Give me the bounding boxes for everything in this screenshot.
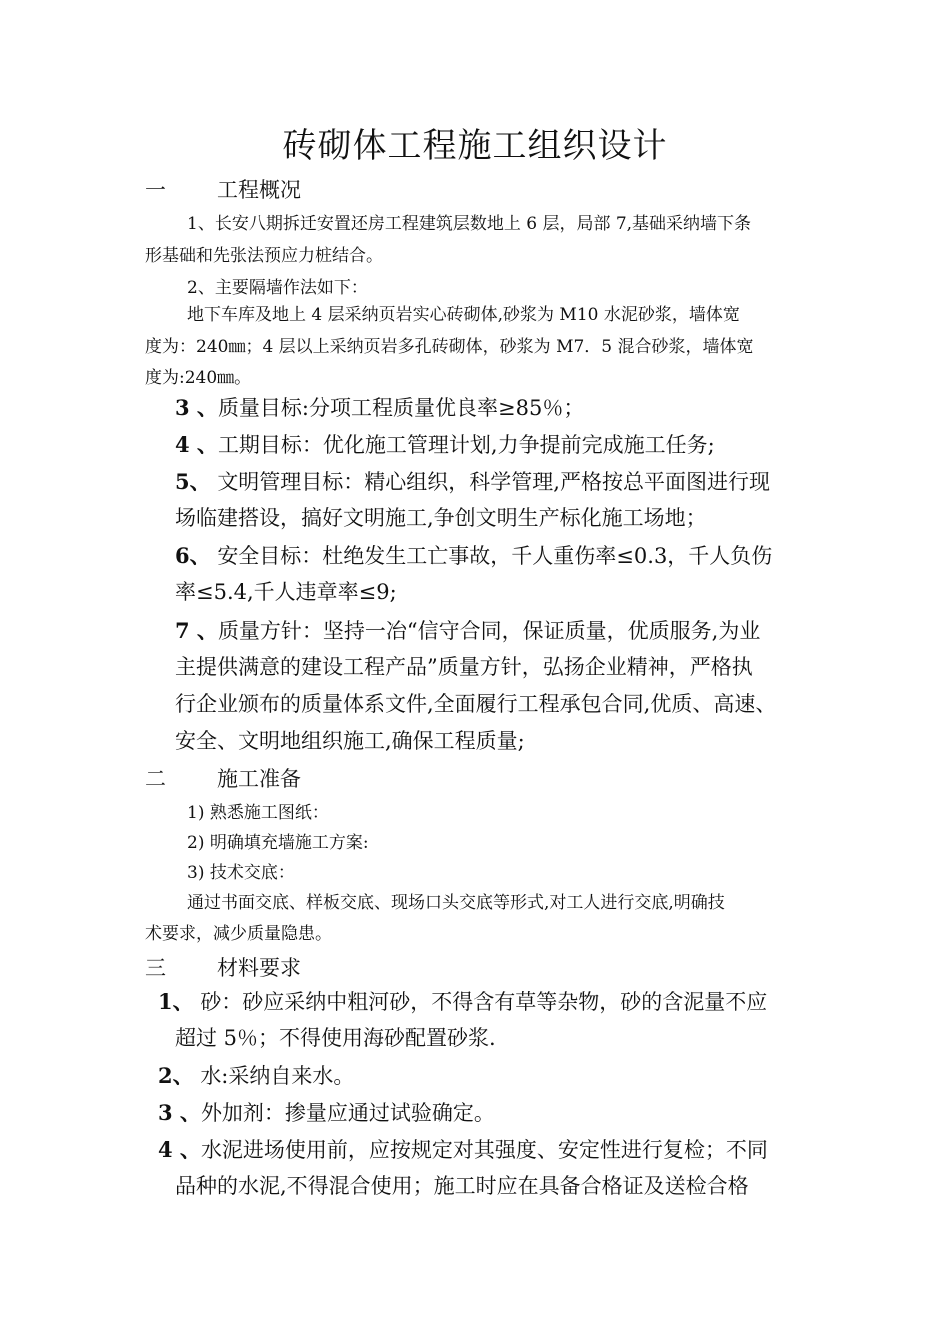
overview-paragraph-3-line-3: 度为:240㎜。: [145, 368, 252, 388]
list-item-number: 5、: [175, 469, 211, 494]
list-item-number: 3 、: [175, 395, 218, 420]
section-label: 工程概况: [217, 178, 301, 202]
overview-paragraph-3-line-2: 度为：240㎜；4 层以上采纳页岩多孔砖砌体，砂浆为 M7．5 混合砂浆，墙体宽: [145, 337, 754, 357]
list-item-text: 外加剂：掺量应通过试验确定。: [200, 1101, 495, 1125]
document-title: 砖砌体工程施工组织设计: [282, 126, 668, 166]
list-item-text: 水泥进场使用前，应按规定对其强度、安定性进行复检；不同: [200, 1138, 768, 1162]
list-item-number: 2、: [158, 1063, 194, 1088]
section-number: 一: [145, 178, 166, 202]
material-item-water: [158, 1057, 354, 1095]
list-item-schedule-goal: [175, 426, 715, 464]
list-item-number: 4 、: [175, 432, 218, 457]
overview-paragraph-3-line-1: 地下车库及地上 4 层采纳页岩实心砖砌体,砂浆为 M10 水泥砂浆，墙体宽: [187, 305, 740, 325]
list-item-quality-policy-cont-1: 主提供满意的建设工程产品”质量方针，弘扬企业精神，严格执: [175, 655, 753, 679]
list-item-safety-goal-cont: 率≤5.4,千人违章率≤9;: [175, 580, 397, 604]
overview-paragraph-2: 2、主要隔墙作法如下：: [187, 278, 368, 298]
material-item-admixture: [158, 1094, 495, 1132]
list-item-number: 7 、: [175, 618, 218, 643]
section-heading-overview: [145, 174, 301, 204]
list-item-text: 水:采纳自来水。: [200, 1064, 355, 1088]
prep-paragraph-line-2: 术要求，减少质量隐患。: [145, 924, 332, 944]
material-item-sand: [158, 983, 767, 1021]
list-item-number: 6、: [175, 543, 211, 568]
list-item-text: 质量方针：坚持一冶“信守合同，保证质量，优质服务,为业: [217, 619, 761, 643]
section-heading-materials: [145, 952, 301, 982]
list-item-text: 砂：砂应采纳中粗河砂，不得含有草等杂物，砂的含泥量不应: [200, 990, 768, 1014]
list-item-number: 1、: [158, 989, 194, 1014]
prep-item-2: 2) 明确填充墙施工方案:: [187, 833, 369, 853]
overview-paragraph-1-line-2: 形基础和先张法预应力桩结合。: [145, 246, 383, 266]
section-number: 二: [145, 767, 166, 791]
list-item-civilized-goal: [175, 463, 770, 501]
list-item-number: 3 、: [158, 1100, 201, 1125]
list-item-text: 工期目标：优化施工管理计划,力争提前完成施工任务;: [217, 433, 715, 457]
list-item-text: 质量目标:分项工程质量优良率≥85％；: [217, 396, 585, 420]
section-heading-preparation: [145, 763, 301, 793]
section-label: 材料要求: [217, 956, 301, 980]
list-item-text: 安全目标：杜绝发生工亡事故，千人重伤率≤0.3，千人负伤: [217, 544, 773, 568]
list-item-civilized-goal-cont: 场临建搭设，搞好文明施工,争创文明生产标化施工场地；: [175, 506, 707, 530]
list-item-number: 4 、: [158, 1137, 201, 1162]
section-label: 施工准备: [217, 767, 301, 791]
overview-paragraph-1-line-1: 1、长安八期拆迁安置还房工程建筑层数地上 6 层，局部 7,基础采纳墙下条: [187, 214, 752, 234]
material-item-sand-cont: 超过 5％；不得使用海砂配置砂浆.: [175, 1026, 496, 1050]
list-item-text: 文明管理目标：精心组织，科学管理,严格按总平面图进行现: [217, 470, 770, 494]
prep-item-1: 1) 熟悉施工图纸：: [187, 803, 329, 823]
list-item-quality-policy: [175, 612, 760, 650]
section-number: 三: [145, 956, 166, 980]
material-item-cement: [158, 1131, 768, 1169]
list-item-quality-policy-cont-3: 安全、文明地组织施工,确保工程质量;: [175, 729, 525, 753]
list-item-safety-goal: [175, 537, 772, 575]
prep-item-3: 3) 技术交底：: [187, 863, 295, 883]
list-item-quality-goal: [175, 389, 584, 427]
material-item-cement-cont: 品种的水泥,不得混合使用；施工时应在具备合格证及送检合格: [175, 1174, 749, 1198]
prep-paragraph-line-1: 通过书面交底、样板交底、现场口头交底等形式,对工人进行交底,明确技: [187, 893, 725, 913]
list-item-quality-policy-cont-2: 行企业颁布的质量体系文件,全面履行工程承包合同,优质、高速、: [175, 692, 777, 716]
